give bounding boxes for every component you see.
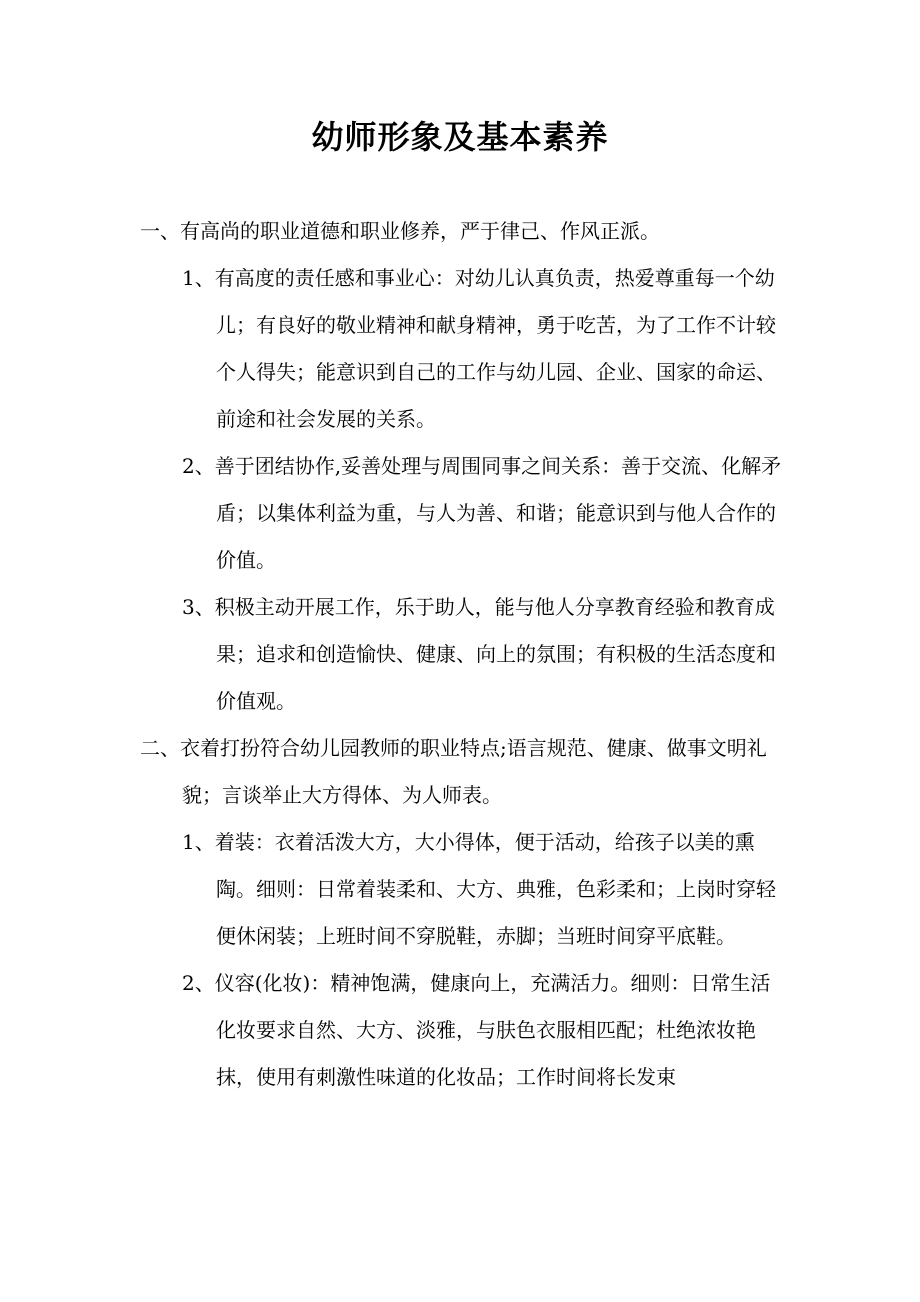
section-heading-1: 一、有高尚的职业道德和职业修养，严于律己、作风正派。 [140, 219, 660, 243]
paragraph-item: 2、仪容(化妆)：精神饱满，健康向上，充满活力。细则：日常生活化妆要求自然、大方、淡雅，与肤色衣服相匹配；杜绝浓妆艳抹，使用有刺激性味道的化妆品；工作时间将长发束 [182, 971, 771, 1089]
section-heading-2: 二、衣着打扮符合幼儿园教师的职业特点;语言规范、健康、做事文明礼貌；言谈举止大方得体、为人师表。 [140, 736, 767, 807]
paragraph-item: 1、有高度的责任感和事业心：对幼儿认真负责，热爱尊重每一个幼儿；有良好的敬业精神和献身精神，勇于吃苦，为了工作不计较个人得失；能意识到自己的工作与幼儿园、企业、国家的命运、前途和社会发展的关系。 [182, 266, 776, 431]
document-body [0, 208, 920, 1101]
paragraph-item: 2、善于团结协作,妥善处理与周围同事之间关系：善于交流、化解矛盾；以集体利益为重，与人为善、和谐；能意识到与他人合作的价值。 [182, 454, 782, 572]
paragraph-item: 3、积极主动开展工作，乐于助人，能与他人分享教育经验和教育成果；追求和创造愉快、健康、向上的氛围；有积极的生活态度和价值观。 [182, 595, 776, 713]
paragraph-item: 1、着装：衣着活泼大方，大小得体，便于活动，给孩子以美的熏陶。细则：日常着装柔和、大方、典雅，色彩柔和；上岗时穿轻便休闲装；上班时间不穿脱鞋，赤脚；当班时间穿平底鞋。 [182, 830, 776, 948]
document-title: 幼师形象及基本素养 [311, 118, 609, 156]
